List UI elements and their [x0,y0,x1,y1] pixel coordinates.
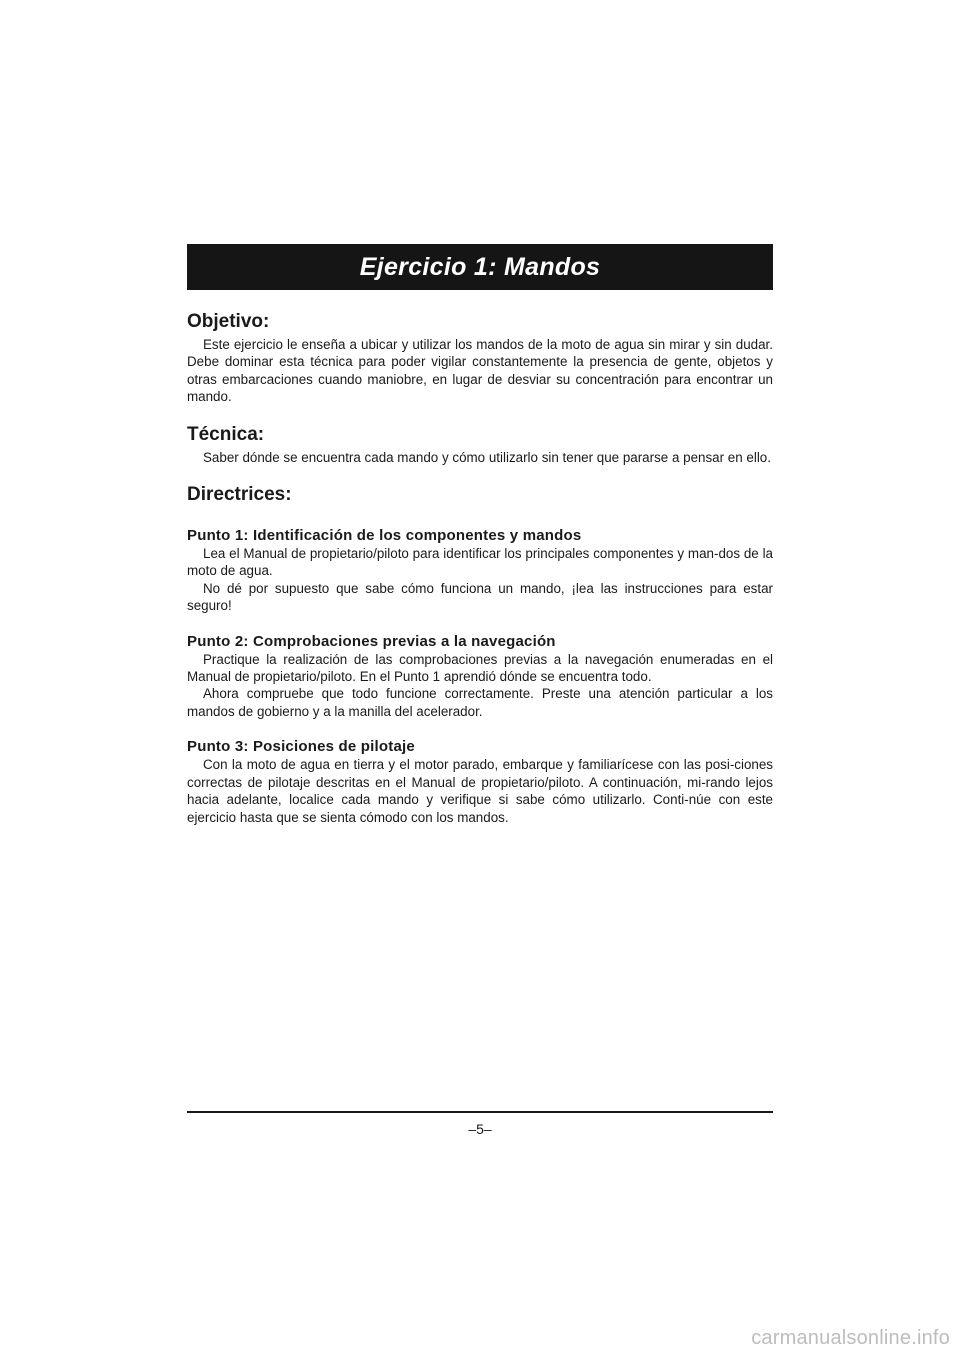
document-body [187,310,773,826]
punto-3-title: Punto 3: Posiciones de pilotaje [187,738,415,756]
section-objetivo [187,310,773,406]
heading-directrices: Directrices: [187,484,292,506]
paragraph-tecnica: Saber dónde se encuentra cada mando y cómo utilizarlo sin tener que pararse a pensar en ello. [203,449,771,465]
punto-2-paragraph-2: Ahora compruebe que todo funcione correctamente. Preste una atención particular a los mandos de gobierno y a la manilla del acelerador. [187,686,773,719]
section-directrices [187,483,773,826]
punto-2-title: Punto 2: Comprobaciones previas a la navegación [187,632,556,650]
section-tecnica [187,423,773,466]
footer-divider [187,1111,773,1113]
heading-objetivo: Objetivo: [187,311,270,332]
punto-1-title: Punto 1: Identificación de los componentes y mandos [187,527,582,545]
page-number: –5– [468,1121,492,1137]
punto-3-paragraph-1: Con la moto de agua en tierra y el motor parado, embarque y familiarícese con las posi-ciones correctas de pilotaje descritas en el Manual de propietario/piloto. A continuación, mi-rando lejos hacia adelante, localice cada mando y verifique si sabe cómo utilizarlo. Conti-núe con este ejercicio hasta que se sienta cómodo con los mandos. [187,757,773,825]
title-banner [187,244,773,290]
punto-2 [187,633,773,721]
paragraph-objetivo: Este ejercicio le enseña a ubicar y utilizar los mandos de la moto de agua sin mirar y sin dudar. Debe dominar esta técnica para poder vigilar constantemente la presencia de gente, objetos y otras embarcaciones cuando maniobre, en lugar de desviar su concentración para encontrar un mando. [187,337,773,405]
punto-1-paragraph-2: No dé por supuesto que sabe cómo funciona un mando, ¡lea las instrucciones para estar seguro! [187,580,773,614]
page-title: Ejercicio 1: Mandos [359,252,601,281]
punto-1 [187,527,773,615]
heading-tecnica: Técnica: [187,423,265,445]
punto-3 [187,738,773,826]
punto-2-paragraph-1: Practique la realización de las comprobaciones previas a la navegación enumeradas en el Manual de propietario/piloto. En el Punto 1 aprendió dónde se encuentra todo. [187,651,773,685]
punto-1-paragraph-1: Lea el Manual de propietario/piloto para identificar los principales componentes y man-dos de la moto de agua. [187,546,773,579]
watermark: carmanualsonline.info [751,1327,950,1349]
